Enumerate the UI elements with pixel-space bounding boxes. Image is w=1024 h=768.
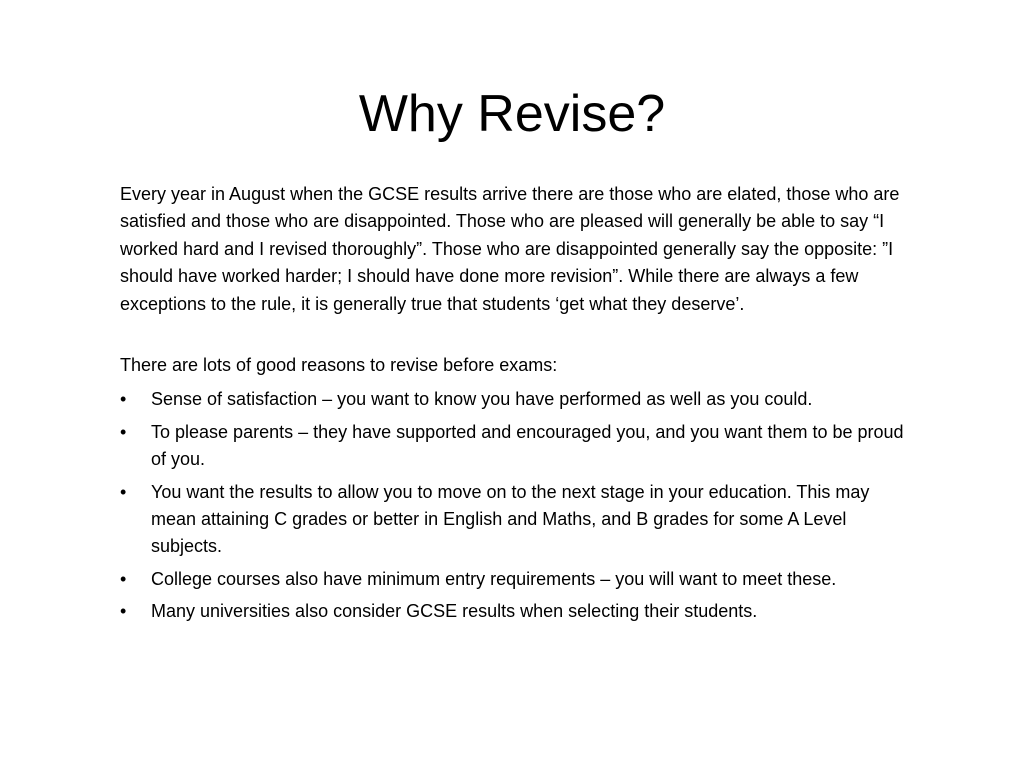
bullet-icon: • [120, 389, 127, 410]
list-item-text: To please parents – they have supported and encouraged you, and you want them to be proud of you. [151, 421, 904, 470]
bullet-icon: • [120, 481, 127, 502]
list-item [120, 419, 910, 474]
list-item [120, 479, 910, 561]
list-item [120, 598, 910, 625]
reasons-list [120, 386, 910, 625]
bullet-icon: • [120, 421, 127, 442]
list-item-text: Many universities also consider GCSE results when selecting their students. [151, 601, 758, 622]
list-item [120, 386, 910, 413]
slide-title: Why Revise? [358, 85, 666, 143]
list-item [120, 566, 910, 593]
list-item-text: Sense of satisfaction – you want to know you have performed as well as you could. [151, 389, 813, 410]
intro-paragraph: Every year in August when the GCSE results arrive there are those who are elated, those who are satisfied and those who are disappointed. Those who are pleased will generally be able to say “I worked hard and I revised thoroughly”. Those who are disappointed generally say the opposite: ”I should have worked harder; I should have done more revision”. While there are always a few exceptions to the rule, it is generally true that students ‘get what they deserve’. [120, 184, 900, 314]
slide-body [120, 181, 910, 631]
reasons-intro: There are lots of good reasons to revise before exams: [120, 355, 558, 376]
list-item-text: You want the results to allow you to move on to the next stage in your education. This may mean attaining C grades or better in English and Maths, and B grades for some A Level subjects. [151, 481, 870, 557]
bullet-icon: • [120, 601, 127, 622]
list-item-text: College courses also have minimum entry requirements – you will want to meet these. [151, 568, 837, 589]
bullet-icon: • [120, 568, 127, 589]
